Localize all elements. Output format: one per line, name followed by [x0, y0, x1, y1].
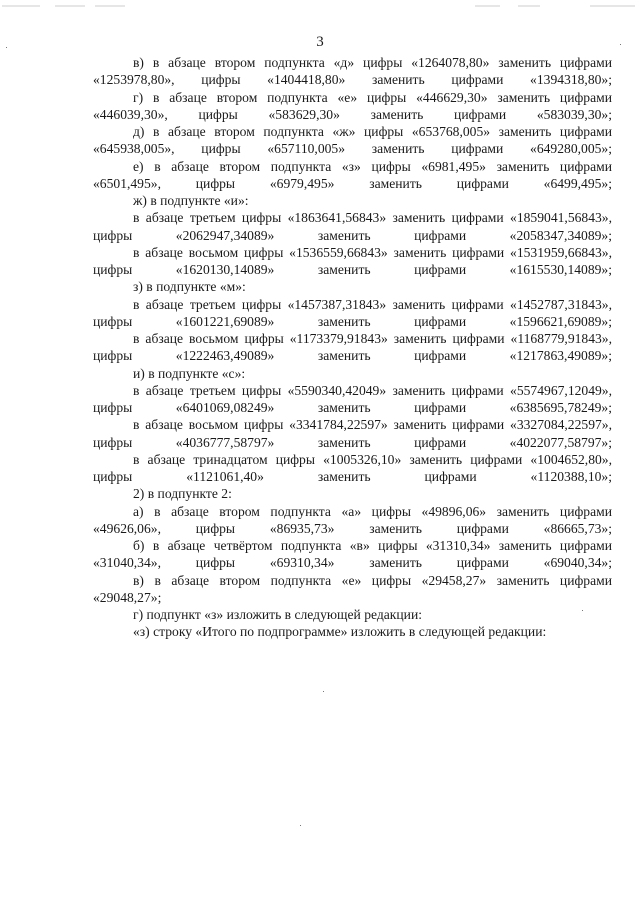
scan-speck: [6, 47, 7, 48]
paragraph: «з) строку «Итого по подпрограмме» изложить в следующей редакции:: [133, 624, 547, 640]
paragraph: г) подпункт «з» изложить в следующей редакции:: [133, 607, 422, 622]
paragraph: в) в абзаце втором подпункта «д» цифры «1264078,80» заменить цифрами «1253978,80», цифры «1404418,80» заменить цифрами «1394318,80»;: [93, 55, 612, 88]
paragraph: в абзаце третьем цифры «1457387,31843» заменить цифрами «1452787,31843», цифры «1601221,69089» заменить цифрами «1596621,69089»;: [93, 296, 612, 329]
paragraph: ж) в подпункте «и»:: [133, 193, 249, 208]
scan-speck: [620, 44, 621, 45]
paragraph: з) в подпункте «м»:: [133, 279, 246, 295]
scan-speck: [323, 691, 324, 692]
paragraph: в абзаце восьмом цифры «3341784,22597» заменить цифрами «3327084,22597», цифры «4036777,58797» заменить цифрами «4022077,58797»;: [93, 417, 612, 450]
paragraph: в абзаце третьем цифры «1863641,56843» заменить цифрами «1859041,56843», цифры «2062947,34089» заменить цифрами «2058347,34089»;: [93, 210, 612, 243]
scan-speck: [300, 825, 301, 826]
paragraph: д) в абзаце втором подпункта «ж» цифры «653768,005» заменить цифрами «645938,005», цифры «657110,005» заменить цифрами «649280,005»;: [93, 124, 612, 157]
scan-speck: [582, 610, 583, 611]
paragraph: в) в абзаце втором подпункта «е» цифры «29458,27» заменить цифрами «29048,27»;: [93, 572, 612, 605]
paragraph: и) в подпункте «с»:: [133, 365, 246, 381]
paragraph: 2) в подпункте 2:: [133, 486, 232, 502]
paragraph: в абзаце восьмом цифры «1173379,91843» заменить цифрами «1168779,91843», цифры «1222463,49089» заменить цифрами «1217863,49089»;: [93, 331, 612, 364]
paragraph: в абзаце тринадцатом цифры «1005326,10» заменить цифрами «1004652,80», цифры «1121061,40» заменить цифрами «1120388,10»;: [93, 451, 612, 484]
paragraph: б) в абзаце четвёртом подпункта «в» цифры «31310,34» заменить цифрами «31040,34», цифры «69310,34» заменить цифрами «69040,34»;: [93, 538, 612, 571]
paragraph: в абзаце восьмом цифры «1536559,66843» заменить цифрами «1531959,66843», цифры «1620130,14089» заменить цифрами «1615530,14089»;: [93, 244, 612, 277]
paragraph: г) в абзаце втором подпункта «е» цифры «446629,30» заменить цифрами «446039,30», цифры «583629,30» заменить цифрами «583039,30»;: [93, 89, 612, 122]
paragraph: е) в абзаце втором подпункта «з» цифры «6981,495» заменить цифрами «6501,495», цифры «6979,495» заменить цифрами «6499,495»;: [93, 158, 612, 191]
paragraph: в абзаце третьем цифры «5590340,42049» заменить цифрами «5574967,12049», цифры «6401069,08249» заменить цифрами «6385695,78249»;: [93, 382, 612, 415]
scan-edge-marks: [0, 0, 640, 20]
page-number: 3: [316, 34, 324, 50]
document-body: [93, 54, 612, 641]
paragraph: а) в абзаце втором подпункта «а» цифры «49896,06» заменить цифрами «49626,06», цифры «86935,73» заменить цифрами «86665,73»;: [93, 503, 612, 536]
